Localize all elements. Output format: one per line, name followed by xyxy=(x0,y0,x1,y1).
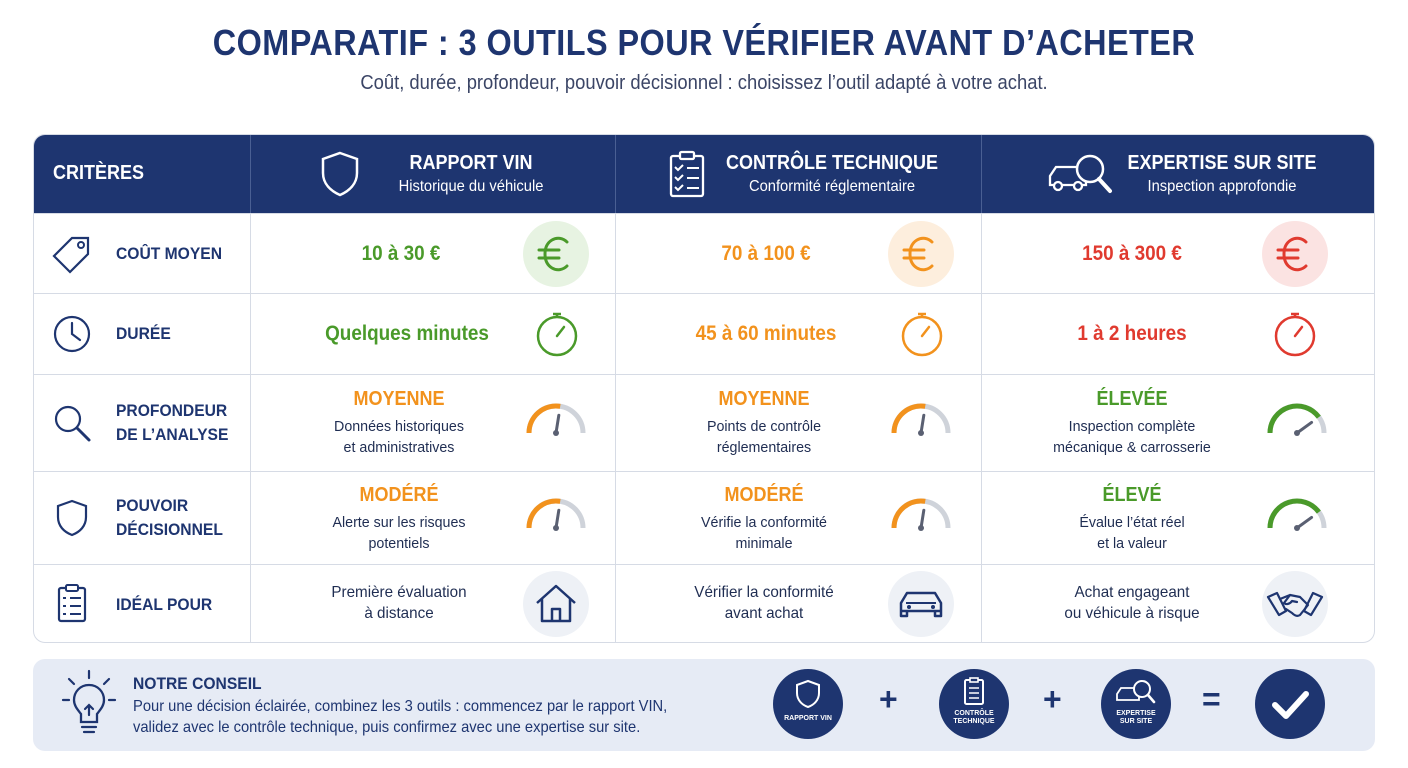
advice-title: NOTRE CONSEIL xyxy=(133,674,262,693)
checklist-icon xyxy=(52,583,92,623)
euro-icon xyxy=(523,221,589,287)
power-rapport-vin xyxy=(251,472,616,564)
power-controle-technique xyxy=(616,472,982,564)
ideal-rapport-vin xyxy=(251,565,616,643)
header-criteria xyxy=(34,135,251,213)
gauge-icon xyxy=(523,494,589,534)
gauge-hub xyxy=(918,525,924,531)
stopwatch-icon xyxy=(1272,310,1318,358)
clipboard-icon xyxy=(961,676,987,706)
criteria-cell xyxy=(34,294,251,374)
checkmark-icon xyxy=(1255,669,1325,739)
description-line: Évalue l’état réel xyxy=(1079,514,1185,531)
description-line: Inspection complète xyxy=(1068,418,1196,435)
gauge-arc xyxy=(1270,501,1319,528)
advice-line: validez avec le contrôle technique, puis confirmez avec une expertise sur site. xyxy=(133,719,641,736)
cost-rapport-vin xyxy=(251,214,616,293)
house-icon xyxy=(523,571,589,637)
header-title: EXPERTISE SUR SITE xyxy=(1127,152,1317,174)
shield-icon xyxy=(794,679,822,709)
description-line: potentiels xyxy=(368,535,430,552)
ideal-expertise xyxy=(982,565,1375,643)
description-line: à distance xyxy=(364,605,434,622)
description-line: Données historiques xyxy=(334,418,464,435)
duration-expertise xyxy=(982,294,1375,374)
advice-text xyxy=(133,696,722,738)
header-title: RAPPORT VIN xyxy=(409,152,533,174)
badge-label: EXPERTISE xyxy=(1116,710,1156,717)
cost-expertise xyxy=(982,214,1375,293)
criteria-label: COÛT MOYEN xyxy=(116,244,223,263)
cost-value: 150 à 300 € xyxy=(1082,242,1182,265)
badge-label: SUR SITE xyxy=(1119,718,1153,725)
header-title: CONTRÔLE TECHNIQUE xyxy=(725,152,939,174)
gauge-arc xyxy=(1270,406,1324,433)
ideal-controle-technique xyxy=(616,565,982,643)
description-line: Achat engageant xyxy=(1074,584,1190,601)
price-tag-icon xyxy=(52,234,92,274)
gauge-icon xyxy=(1264,494,1330,534)
clock-icon xyxy=(52,314,92,354)
badge-label: CONTRÔLE xyxy=(954,710,994,717)
depth-description xyxy=(276,416,523,458)
gauge-icon xyxy=(888,399,954,439)
duration-value: 45 à 60 minutes xyxy=(695,322,837,345)
criteria-cell xyxy=(34,214,251,293)
gauge-hub xyxy=(553,525,559,531)
car-magnifier-icon xyxy=(1046,149,1116,199)
row-power xyxy=(34,471,1375,564)
description-line: mécanique & carrosserie xyxy=(1053,439,1211,456)
depth-description xyxy=(641,416,888,458)
header-expertise xyxy=(982,135,1375,213)
cost-value: 70 à 100 € xyxy=(721,242,811,265)
criteria-label-line: POUVOIR xyxy=(116,496,189,515)
ideal-description xyxy=(641,582,888,624)
description-line: Points de contrôle xyxy=(706,418,822,435)
power-description xyxy=(276,512,523,554)
depth-expertise xyxy=(982,375,1375,471)
comparison-table xyxy=(33,134,1375,643)
power-description xyxy=(641,512,888,554)
car-icon xyxy=(888,571,954,637)
criteria-label xyxy=(116,494,223,542)
row-duration xyxy=(34,293,1375,374)
depth-level: ÉLEVÉE xyxy=(1096,388,1168,410)
handshake-icon xyxy=(1262,571,1328,637)
cost-controle-technique xyxy=(616,214,982,293)
criteria-cell xyxy=(34,472,251,564)
gauge-hub xyxy=(553,430,559,436)
depth-level: MOYENNE xyxy=(353,388,445,410)
description-line: Première évaluation xyxy=(331,584,467,601)
row-cost xyxy=(34,213,1375,293)
badge-label: RAPPORT VIN xyxy=(784,715,832,722)
check-badge xyxy=(1255,669,1325,739)
power-expertise xyxy=(982,472,1375,564)
row-depth xyxy=(34,374,1375,471)
equals-sign: = xyxy=(1202,681,1221,717)
description-line: minimale xyxy=(735,535,793,552)
plus-sign: + xyxy=(1043,681,1062,717)
depth-controle-technique xyxy=(616,375,982,471)
table-header xyxy=(34,135,1375,213)
page-subtitle: Coût, durée, profondeur, pouvoir décisionnel : choisissez l’outil adapté à votre achat. xyxy=(360,72,1048,94)
gauge-hub xyxy=(918,430,924,436)
criteria-label: IDÉAL POUR xyxy=(116,595,213,614)
criteria-label xyxy=(116,399,228,447)
duration-rapport-vin xyxy=(251,294,616,374)
gauge-hub xyxy=(1294,525,1300,531)
description-line: et administratives xyxy=(343,439,455,456)
criteria-label-line: DE L’ANALYSE xyxy=(116,425,229,444)
depth-level: MOYENNE xyxy=(718,388,810,410)
power-level: MODÉRÉ xyxy=(359,484,439,506)
depth-rapport-vin xyxy=(251,375,616,471)
advice-line: Pour une décision éclairée, combinez les 3 outils : commencez par le rapport VIN, xyxy=(133,698,668,715)
shield-icon xyxy=(315,149,365,199)
description-line: et la valeur xyxy=(1097,535,1167,552)
shield-outline-icon xyxy=(52,498,92,538)
header-subtitle: Conformité réglementaire xyxy=(748,178,916,195)
euro-icon xyxy=(888,221,954,287)
plus-sign: + xyxy=(879,681,898,717)
power-level: MODÉRÉ xyxy=(724,484,804,506)
duration-value: 1 à 2 heures xyxy=(1077,322,1187,345)
duration-value: Quelques minutes xyxy=(325,322,489,345)
description-line: avant achat xyxy=(724,605,804,622)
lightbulb-icon xyxy=(61,669,117,739)
car-magnifier-icon xyxy=(1115,678,1157,706)
magnifier-icon xyxy=(52,403,92,443)
gauge-hub xyxy=(1294,430,1300,436)
criteria-label-line: DÉCISIONNEL xyxy=(116,520,223,539)
stopwatch-icon xyxy=(899,310,945,358)
page-title: COMPARATIF : 3 OUTILS POUR VÉRIFIER AVANT D’ACHETER xyxy=(212,22,1196,63)
header-rapport-vin xyxy=(251,135,616,213)
badge-rapport-vin xyxy=(773,669,843,739)
description-line: Vérifier la conformité xyxy=(694,584,834,601)
header-subtitle: Inspection approfondie xyxy=(1147,178,1297,195)
gauge-icon xyxy=(888,494,954,534)
description-line: Alerte sur les risques xyxy=(332,514,466,531)
criteria-cell xyxy=(34,375,251,471)
gauge-arc xyxy=(1270,406,1319,433)
description-line: ou véhicule à risque xyxy=(1064,605,1200,622)
stopwatch-icon xyxy=(534,310,580,358)
description-line: réglementaires xyxy=(716,439,812,456)
duration-controle-technique xyxy=(616,294,982,374)
ideal-description xyxy=(276,582,523,624)
gauge-icon xyxy=(1264,399,1330,439)
row-ideal xyxy=(34,564,1375,643)
criteria-cell xyxy=(34,565,251,643)
euro-icon xyxy=(1262,221,1328,287)
criteria-label-line: PROFONDEUR xyxy=(116,401,228,420)
clipboard-checklist-icon xyxy=(662,149,712,199)
badge-controle-technique xyxy=(939,669,1009,739)
power-description xyxy=(1009,512,1256,554)
badge-expertise xyxy=(1101,669,1171,739)
gauge-arc xyxy=(1270,501,1324,528)
ideal-description xyxy=(1009,582,1256,624)
description-line: Vérifie la conformité xyxy=(701,514,827,531)
header-controle-technique xyxy=(616,135,982,213)
advice-panel xyxy=(33,659,1375,751)
depth-description xyxy=(1009,416,1256,458)
gauge-icon xyxy=(523,399,589,439)
cost-value: 10 à 30 € xyxy=(361,242,441,265)
criteria-label: DURÉE xyxy=(116,324,171,343)
header-subtitle: Historique du véhicule xyxy=(398,178,544,195)
power-level: ÉLEVÉ xyxy=(1102,484,1162,506)
badge-label: TECHNIQUE xyxy=(953,718,995,725)
criteria-label: CRITÈRES xyxy=(53,162,145,184)
